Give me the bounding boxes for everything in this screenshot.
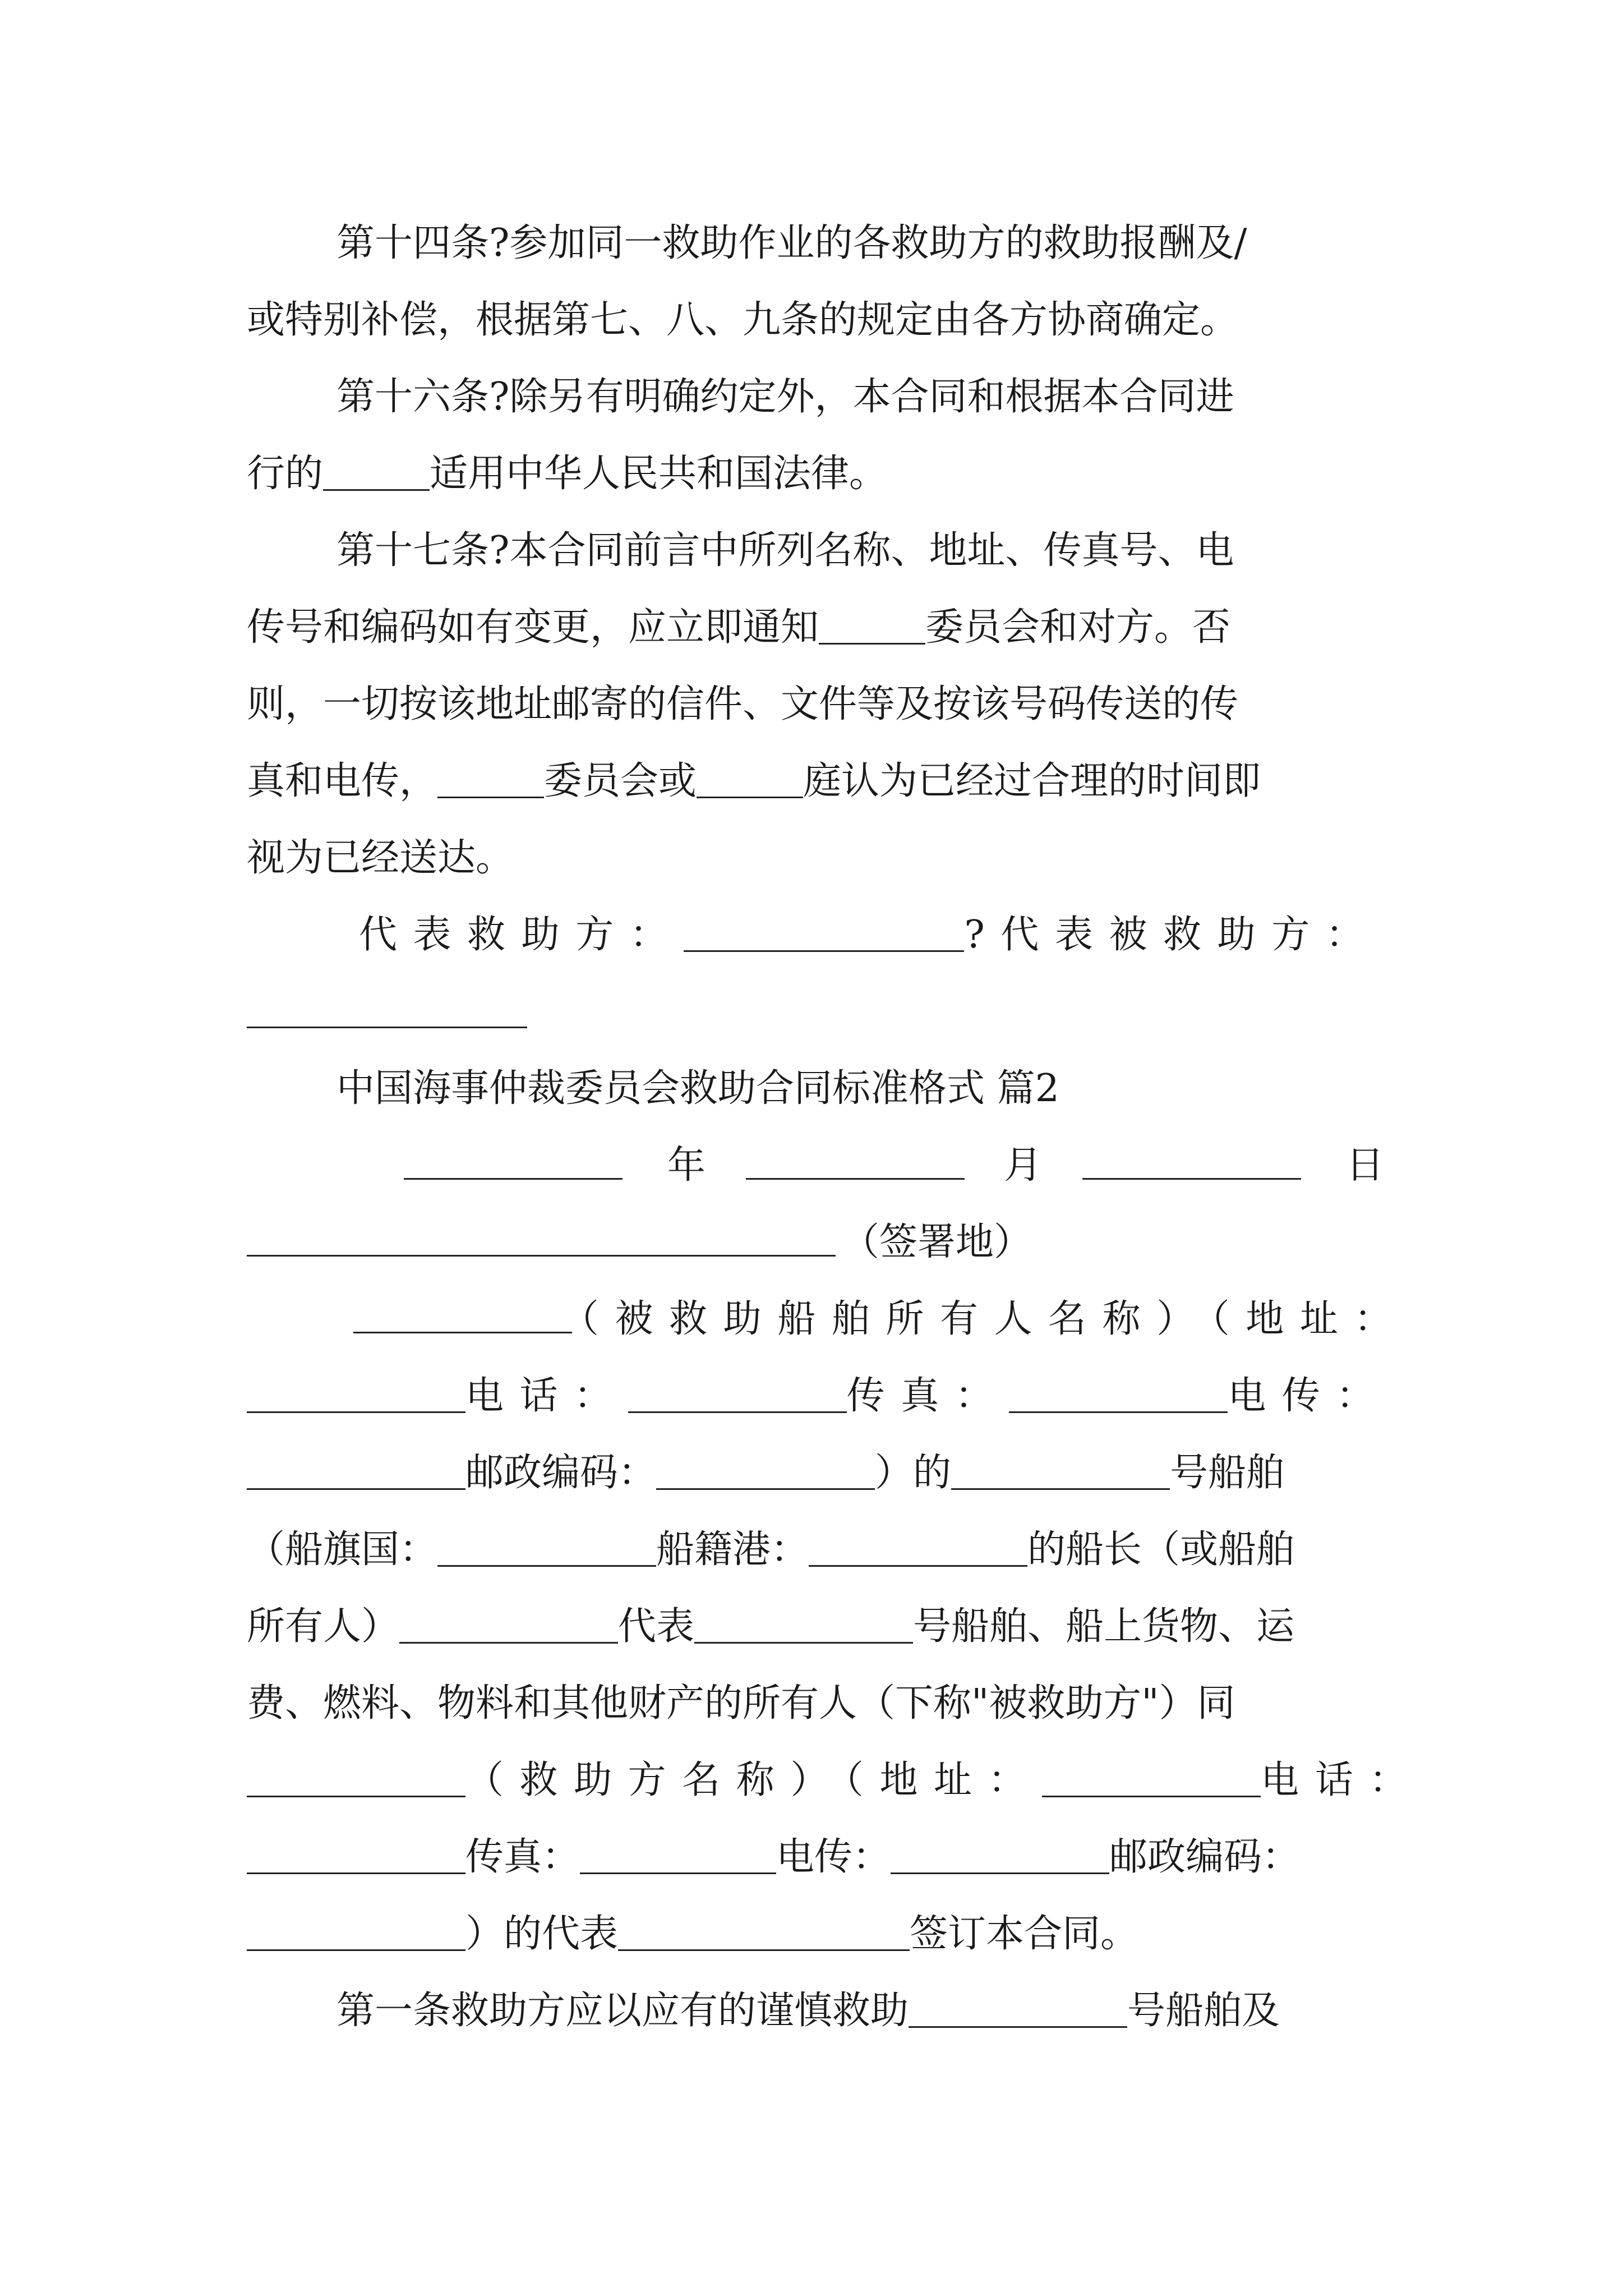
preamble-line-3: 邮政编码： ）的 号船舶 [247, 1454, 1284, 1492]
article-17-line-2: 传号和编码如有变更，应立即通知 委员会和对方。否 [247, 605, 1231, 650]
fill-blank[interactable] [694, 1608, 913, 1644]
fill-blank[interactable] [399, 1608, 618, 1644]
preamble-line-8: 传真： 电传： 邮政编码： [247, 1838, 1300, 1876]
fill-blank[interactable] [247, 1377, 465, 1413]
article-1-line-1: 第一条救助方应以应有的谨慎救助 号船舶及 [336, 1989, 1280, 2033]
fill-blank[interactable] [618, 1915, 910, 1951]
preamble-line-4: （船旗国： 船籍港： 的船长（或船舶 [247, 1527, 1295, 1572]
fill-blank[interactable] [656, 1454, 875, 1490]
fill-blank[interactable] [580, 1838, 776, 1874]
rescued-signature-blank[interactable] [247, 1027, 527, 1028]
fill-blank[interactable] [809, 1531, 1027, 1567]
month-label: 月 [1004, 1143, 1043, 1188]
fill-blank[interactable] [1009, 1377, 1228, 1413]
section-title: 中国海事仲裁委员会救助合同标准格式 篇2 [336, 1066, 1059, 1111]
article-14-line-1: 第十四条?参加同一救助作业的各救助方的救助报酬及/ [336, 221, 1247, 265]
preamble-line-1: （被救助船舶所有人名称）（地址： [561, 1297, 1408, 1341]
preamble-line-5: 所有人） 代表 号船舶、船上货物、运 [247, 1604, 1295, 1649]
year-blank[interactable] [404, 1178, 623, 1180]
month-blank[interactable] [746, 1178, 965, 1180]
fill-blank[interactable] [628, 1377, 847, 1413]
fill-blank[interactable] [697, 762, 803, 798]
article-17-line-3: 则，一切按该地址邮寄的信件、文件等及按该号码传送的传 [247, 682, 1239, 726]
signing-place-blank[interactable] [247, 1255, 836, 1257]
fill-blank[interactable] [247, 1838, 465, 1874]
fill-blank[interactable] [247, 1761, 465, 1797]
article-17-line-1: 第十七条?本合同前言中所列名称、地址、传真号、电 [336, 528, 1234, 573]
signing-place-label: （签署地） [841, 1220, 1032, 1264]
article-14-line-2: 或特别补偿，根据第七、八、九条的规定由各方协商确定。 [247, 298, 1239, 342]
rescued-representative-label: ?代表被救助方： [964, 913, 1380, 958]
article-17-line-5: 视为已经送达。 [247, 836, 514, 880]
fill-blank[interactable] [819, 609, 925, 645]
fill-blank[interactable] [437, 1531, 656, 1567]
preamble-line-7: （救助方名称）（地址： 电话： [247, 1761, 1423, 1800]
signature-line [359, 913, 1380, 958]
fill-blank[interactable] [247, 1454, 465, 1490]
article-16-line-1: 第十六条?除另有明确约定外，本合同和根据本合同进 [336, 375, 1234, 419]
day-label: 日 [1346, 1143, 1385, 1188]
article-16-line-2: 行的 适用中华人民共和国法律。 [247, 452, 888, 496]
year-label: 年 [667, 1143, 706, 1188]
preamble-line-9: ）的代表 签订本合同。 [247, 1915, 1138, 1953]
owner-name-blank[interactable] [353, 1332, 572, 1333]
day-blank[interactable] [1082, 1178, 1301, 1180]
preamble-line-2: 电话： 传真： 电传： [247, 1377, 1390, 1415]
preamble-line-6: 费、燃料、物料和其他财产的所有人（下称"被救助方"）同 [247, 1681, 1235, 1726]
fill-blank[interactable] [323, 455, 430, 491]
rescuer-signature-blank[interactable] [684, 916, 964, 952]
rescuer-representative-label: 代表救助方： [359, 913, 684, 958]
fill-blank[interactable] [437, 762, 544, 798]
article-17-line-4: 真和电传， 委员会或 庭认为已经过合理的时间即 [247, 759, 1261, 804]
fill-blank[interactable] [247, 1915, 465, 1951]
fill-blank[interactable] [1042, 1761, 1261, 1797]
fill-blank[interactable] [891, 1838, 1109, 1874]
fill-blank[interactable] [909, 1992, 1127, 2028]
fill-blank[interactable] [951, 1454, 1170, 1490]
